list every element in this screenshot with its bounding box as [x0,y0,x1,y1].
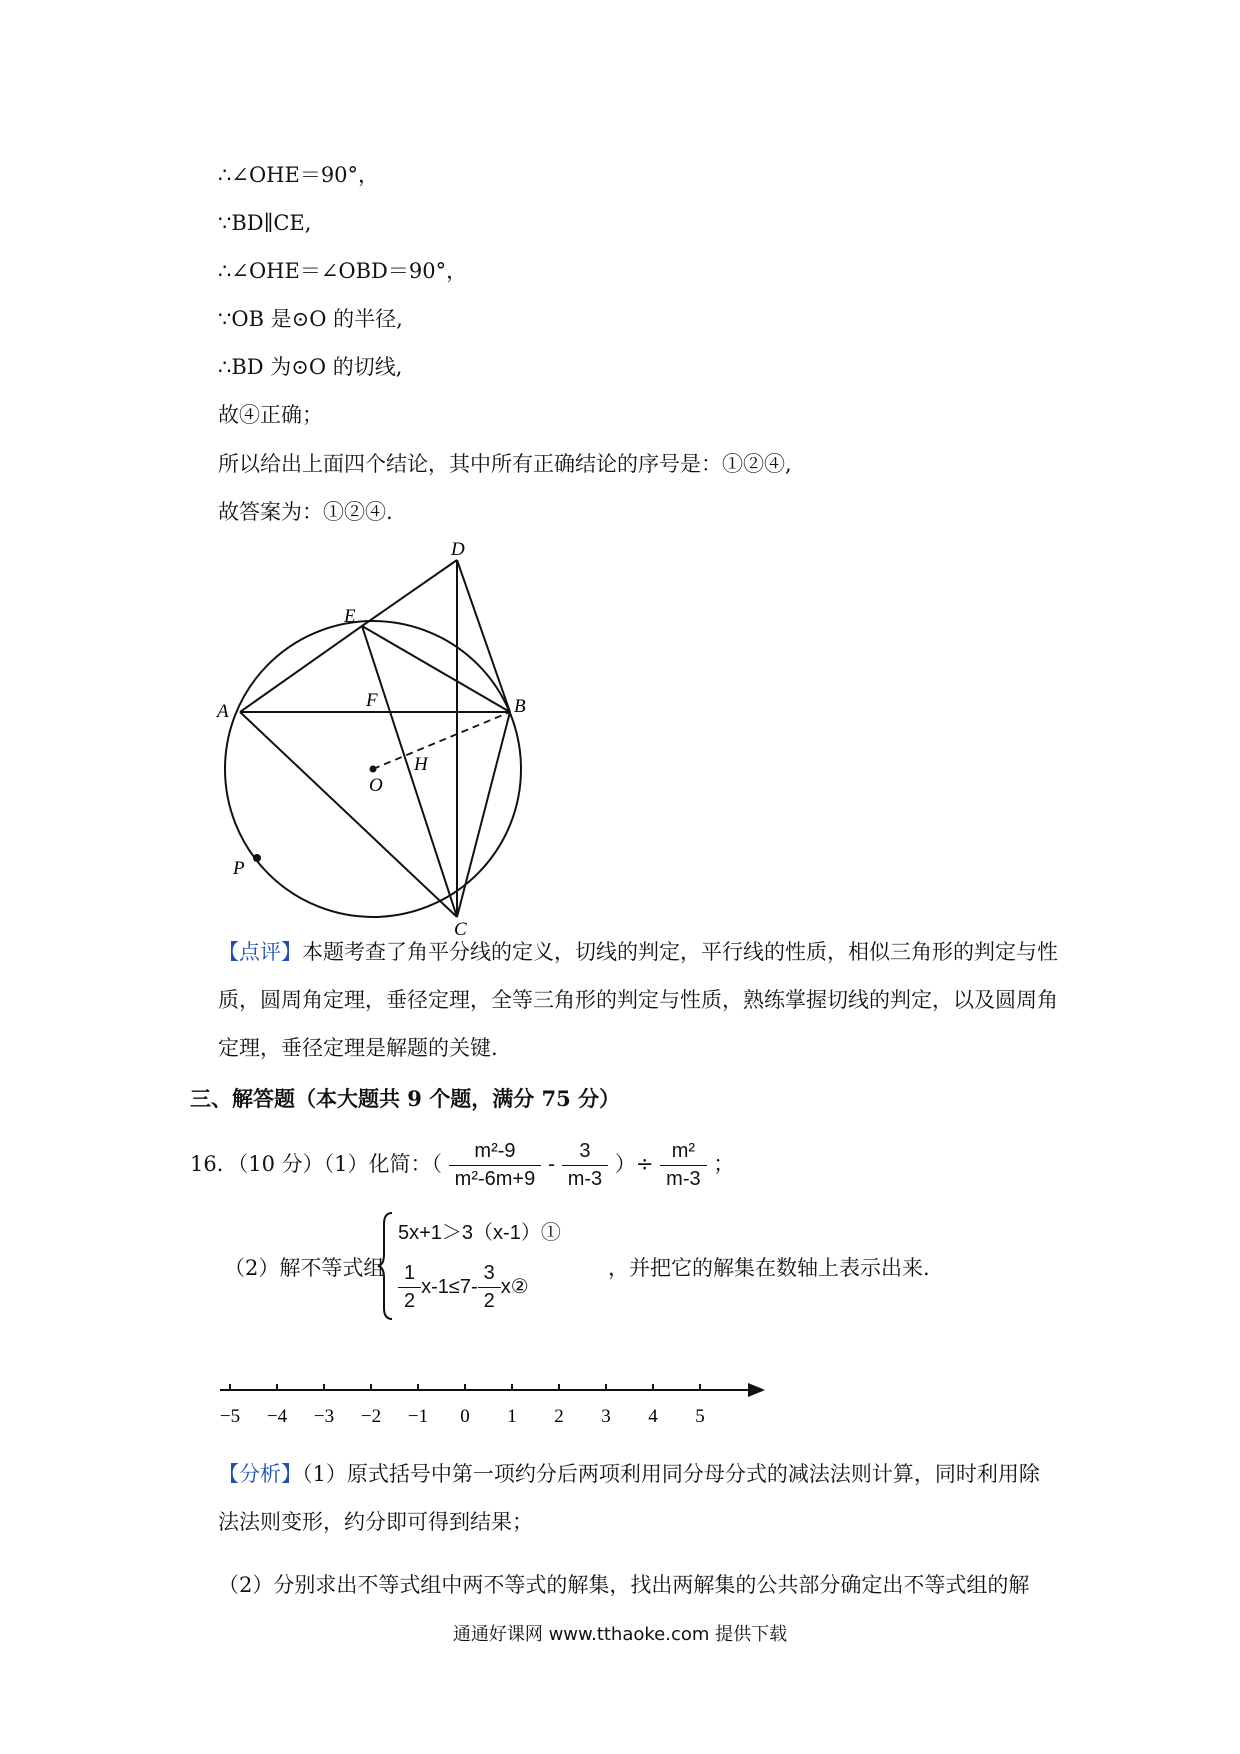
segment-bc [457,712,510,917]
ineq2-end: x② [500,1275,529,1298]
number-line-label: 1 [507,1406,517,1427]
proof-line-2: ∵BD∥CE, [218,211,312,235]
proof-line-8: 故答案为：①②④. [218,500,393,524]
number-line-label: −2 [360,1406,382,1427]
review-tag: 【点评】 [218,940,302,964]
ineq2-middle: x-1≤7- [421,1275,478,1298]
segment-ed [362,560,457,626]
number-line-arrow [748,1383,765,1397]
fraction-2-numerator: 3 [562,1140,608,1166]
q16-part2-prefix: （2）解不等式组 [224,1256,385,1280]
q16-close-div: ）÷ [614,1152,654,1176]
proof-line-6: 故④正确； [218,403,323,427]
label-a: A [217,701,229,722]
fraction-2 [562,1140,608,1191]
label-d: D [451,539,465,560]
point-p [253,854,261,862]
geometry-figure [210,535,540,940]
proof-line-5: ∴BD 为⊙O 的切线, [218,355,403,379]
proof-line-1: ∴∠OHE＝90°， [218,163,380,187]
system-brace [376,1210,396,1322]
section-heading: 三、解答题（本大题共 9 个题，满分 75 分） [190,1086,621,1111]
fraction-1 [449,1140,542,1191]
q16-minus: - [547,1152,562,1176]
review-text: 本题考查了角平分线的定义，切线的判定，平行线的性质，相似三角形的判定与性质，圆周角定理，垂径定理，全等三角形的判定与性质，熟练掌握切线的判定，以及圆周角定理，垂径定理是解题的关键. [218,940,1058,1060]
label-c: C [454,919,467,940]
number-line-label: −3 [313,1406,335,1427]
analysis-tag: 【分析】 [218,1462,302,1486]
fraction-3-denominator: m-3 [666,1168,701,1190]
fraction-1-denominator: m²-6m+9 [454,1168,536,1190]
number-line-label: −4 [266,1406,288,1427]
ineq2-frac-a-den: 2 [404,1290,416,1312]
analysis-text-1: （1）原式括号中第一项约分后两项利用同分母分式的减法法则计算，同时利用除法法则变形，约分即可得到结果； [218,1462,1040,1534]
fraction-1-numerator: m²-9 [449,1140,542,1166]
inequality-2 [398,1262,529,1313]
label-o: O [369,775,383,796]
number-line-label: 3 [601,1406,611,1427]
number-line-label: −5 [219,1406,241,1427]
number-line-label: 2 [554,1406,564,1427]
number-line-label: 4 [648,1406,658,1427]
q16-part2-suffix: ，并把它的解集在数轴上表示出来. [608,1256,930,1280]
fraction-2-denominator: m-3 [567,1168,603,1190]
number-line [210,1370,770,1440]
label-b: B [514,696,526,717]
label-h: H [414,754,428,775]
inequality-2-fraction-b [478,1262,501,1313]
analysis-text-2: （2）分别求出不等式组中两不等式的解集，找出两解集的公共部分确定出不等式组的解 [218,1573,1030,1597]
ineq2-frac-b-num: 3 [478,1262,501,1288]
proof-line-3: ∴∠OHE＝∠OBD＝90°， [218,259,468,283]
number-line-label: 0 [460,1406,470,1427]
segment-eb [362,626,510,712]
fraction-3 [660,1140,706,1191]
fraction-3-numerator: m² [660,1140,706,1166]
q16-end: ； [713,1152,735,1176]
label-e: E [344,606,356,627]
number-line-label: −1 [407,1406,429,1427]
inequality-2-fraction-a [398,1262,421,1313]
number-line-label: 5 [695,1406,705,1427]
review-paragraph [218,928,1058,1072]
proof-line-7: 所以给出上面四个结论，其中所有正确结论的序号是：①②④, [218,452,792,476]
analysis-paragraph [218,1450,1058,1546]
question-16-part-1 [190,1140,734,1191]
label-f: F [366,690,378,711]
proof-line-4: ∵OB 是⊙O 的半径, [218,307,403,331]
q16-prefix: 16．（10 分）（1）化简：（ [190,1152,442,1176]
page-footer: 通通好课网 www.tthaoke.com 提供下载 [452,1624,788,1645]
label-p: P [233,858,245,879]
inequality-1: 5x+1＞3（x-1）① [398,1222,561,1244]
ineq2-frac-a-num: 1 [398,1262,421,1288]
ineq2-frac-b-den: 2 [483,1290,495,1312]
segment-db [457,560,510,712]
point-o [370,766,377,773]
